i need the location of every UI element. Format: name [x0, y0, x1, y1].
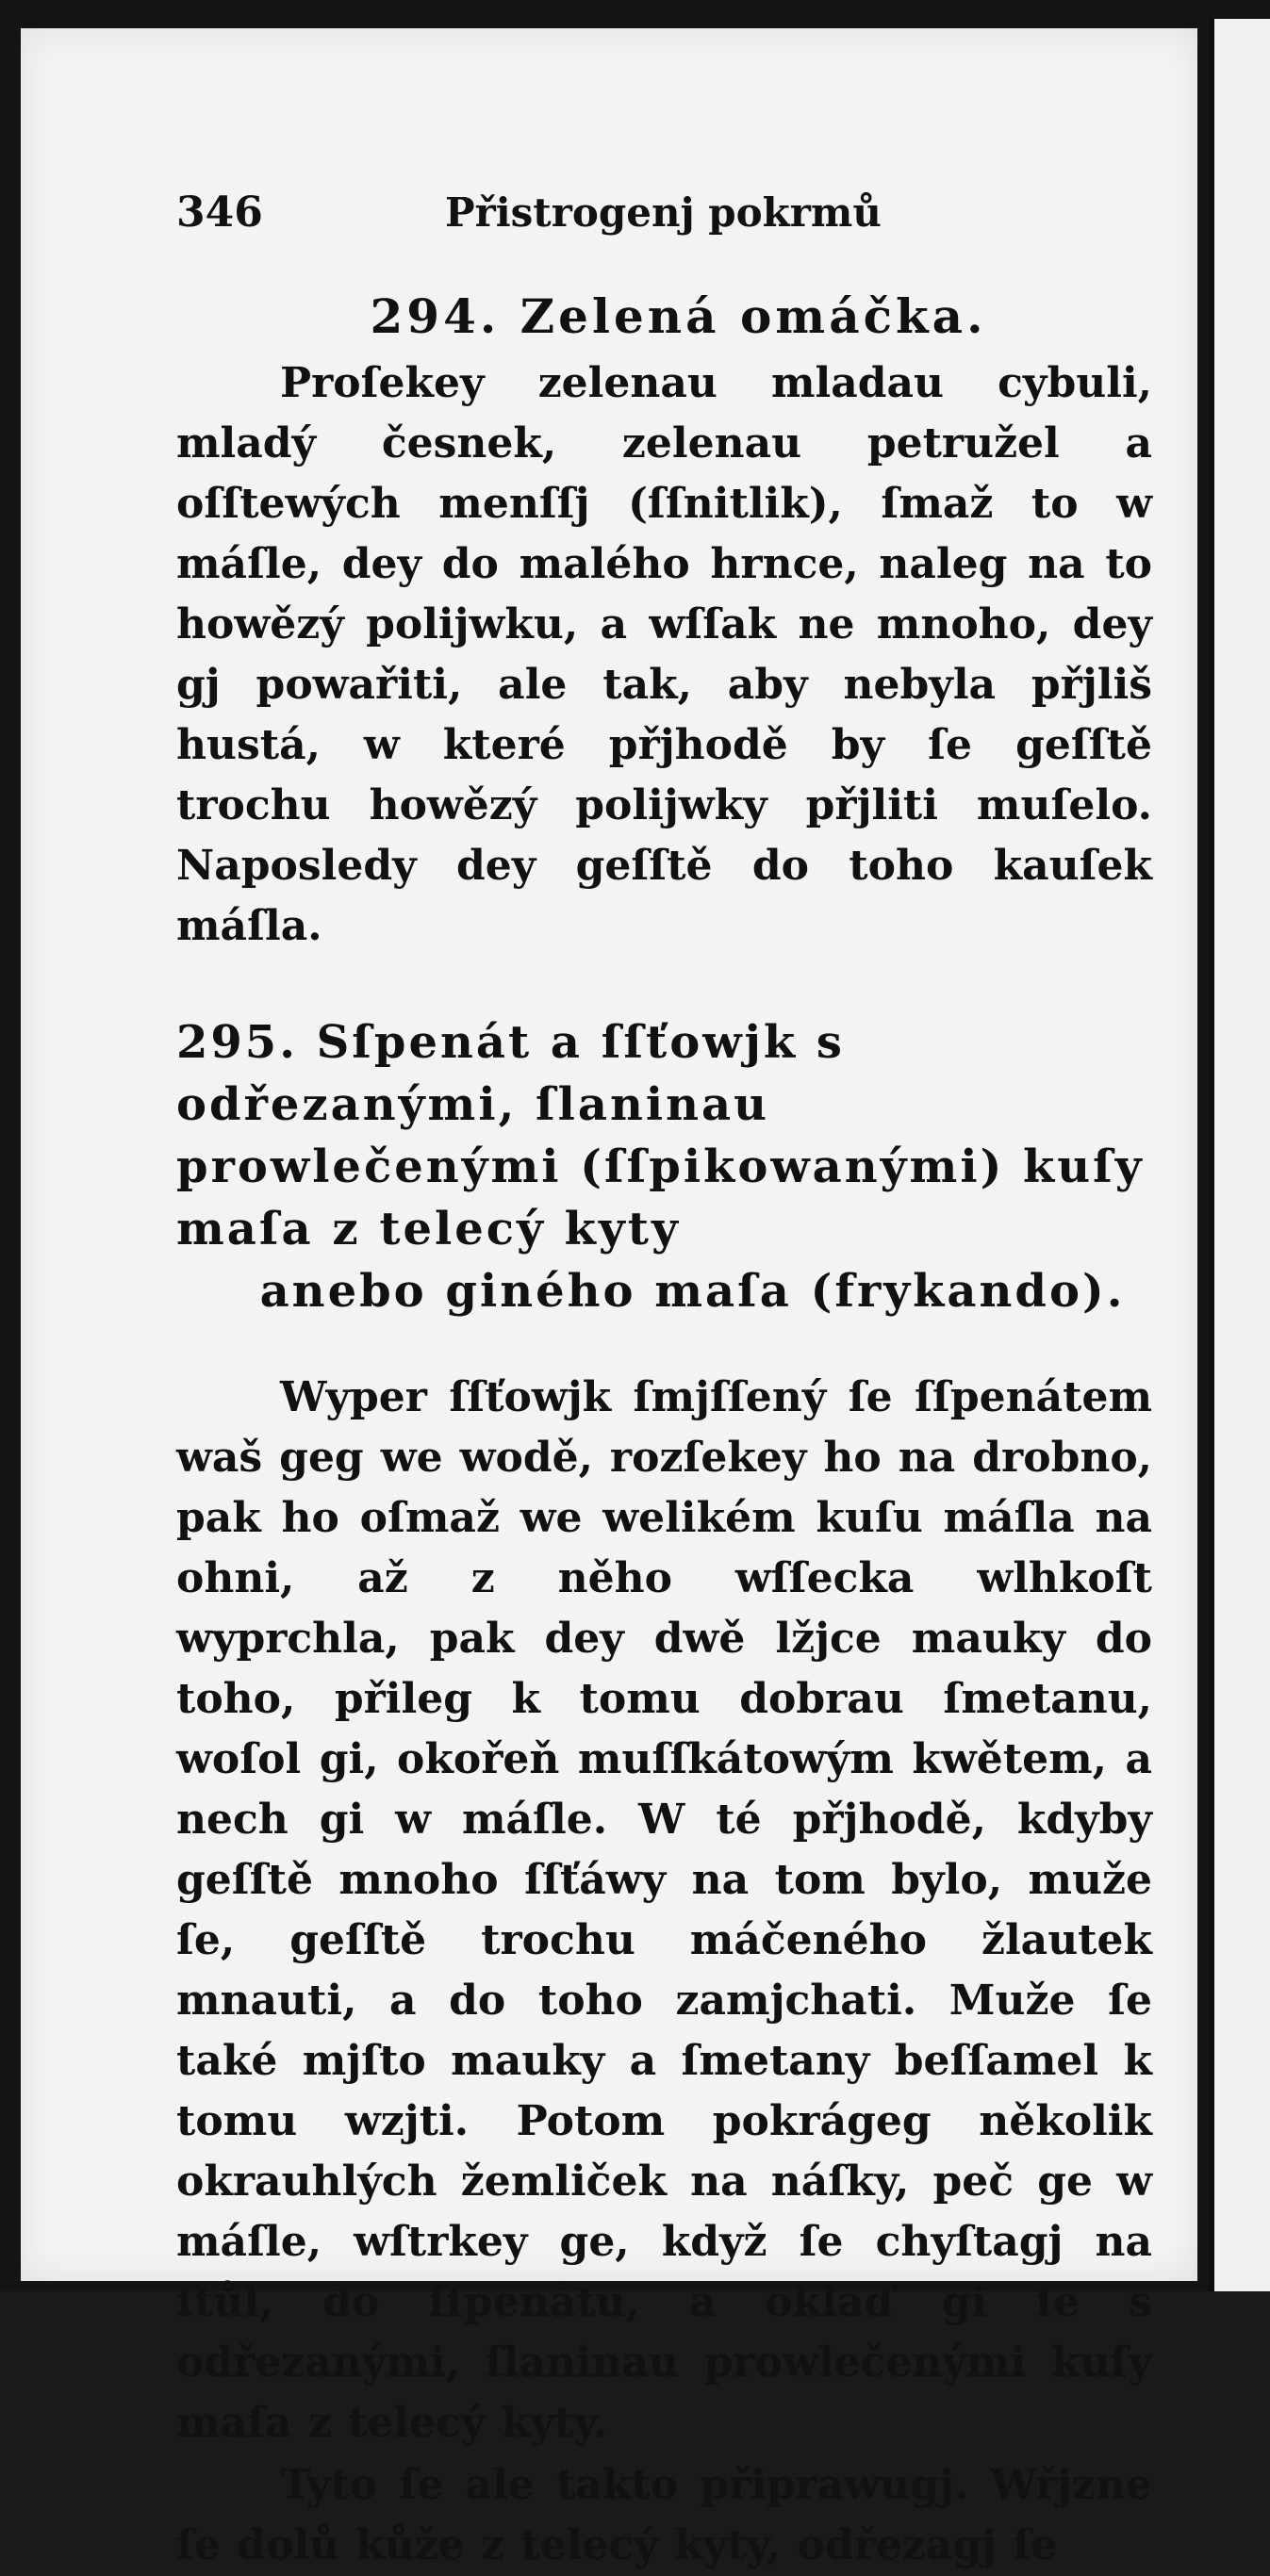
- recipe-294-paragraph: Proſekey zelenau mladau cybuli, mladý česnek, zelenau petružel a oſſtewých menſſj (ſſnitlik), ſmaž to w máſle, dey do malého hrnce, naleg na to howězý polijwku, a wſſak ne mnoho, dey gj powařiti, ale tak, aby nebyla přjliš hustá, w které přjhodě by ſe geſſtě trochu howězý polijwky přjliti muſelo. Naposledy dey geſſtě do toho kauſek máſla.: [176, 359, 1152, 950]
- recipe-294-heading: 294. Zelená omáčka.: [370, 288, 987, 344]
- recipe-295-heading: [176, 1011, 1152, 1322]
- page-text-block: [176, 189, 1152, 2576]
- running-head-title: Přistrogenj pokrmů: [445, 189, 882, 236]
- page-number: 346: [176, 189, 263, 237]
- recipe-294-body: [176, 353, 1152, 957]
- recipe-295-paragraph-2: Tyto ſe ale takto připrawugj. Wřjzne ſe dolů kůže z telecý kyty, odřezagj ſe: [176, 2461, 1152, 2569]
- recipe-295-heading-last-line: anebo giného maſa (frykando).: [259, 1265, 1126, 1318]
- book-page: [21, 28, 1197, 2569]
- recipe-295-paragraph-1: Wyper ſſťowjk ſmjſſený ſe ſſpenátem waš geg we wodě, rozſekey ho na drobno, pak ho oſmaž we welikém kuſu máſla na ohni, až z něho wſſecka wlhkoſt wyprchla, pak dey dwě lžjce mauky do toho, přileg k tomu dobrau ſmetanu, woſol gi, okořeň muſſkátowým kwětem, a nech gi w máſle. W té přjhodě, kdyby geſſtě mnoho ſſťáwy na tom bylo, muže ſe, geſſtě trochu máčeného žlautek mnauti, a do toho zamjchati. Muže ſe také mjſto mauky a ſmetany beſſamel k tomu wzjti. Potom pokrágeg několik okrauhlých žemliček na náſky, peč ge w máſle, wſtrkey ge, když ſe chyſtagj na ſtůl, do ſſpenátu, a oklaď gi ſe s odřezanými, ſlaninau prowlečenými kuſy maſa z telecý kyty.: [176, 1373, 1152, 2447]
- recipe-295-heading-main: 295. Sſpenát a ſſťowjk s odřezanými, ſlaninau prowlečenými (ſſpikowanými) kuſy maſa z telecý kyty: [176, 1016, 1145, 1255]
- recipe-295-body: [176, 1368, 1152, 2576]
- running-head: [176, 189, 1152, 264]
- facing-page-edge: [1209, 19, 1270, 2291]
